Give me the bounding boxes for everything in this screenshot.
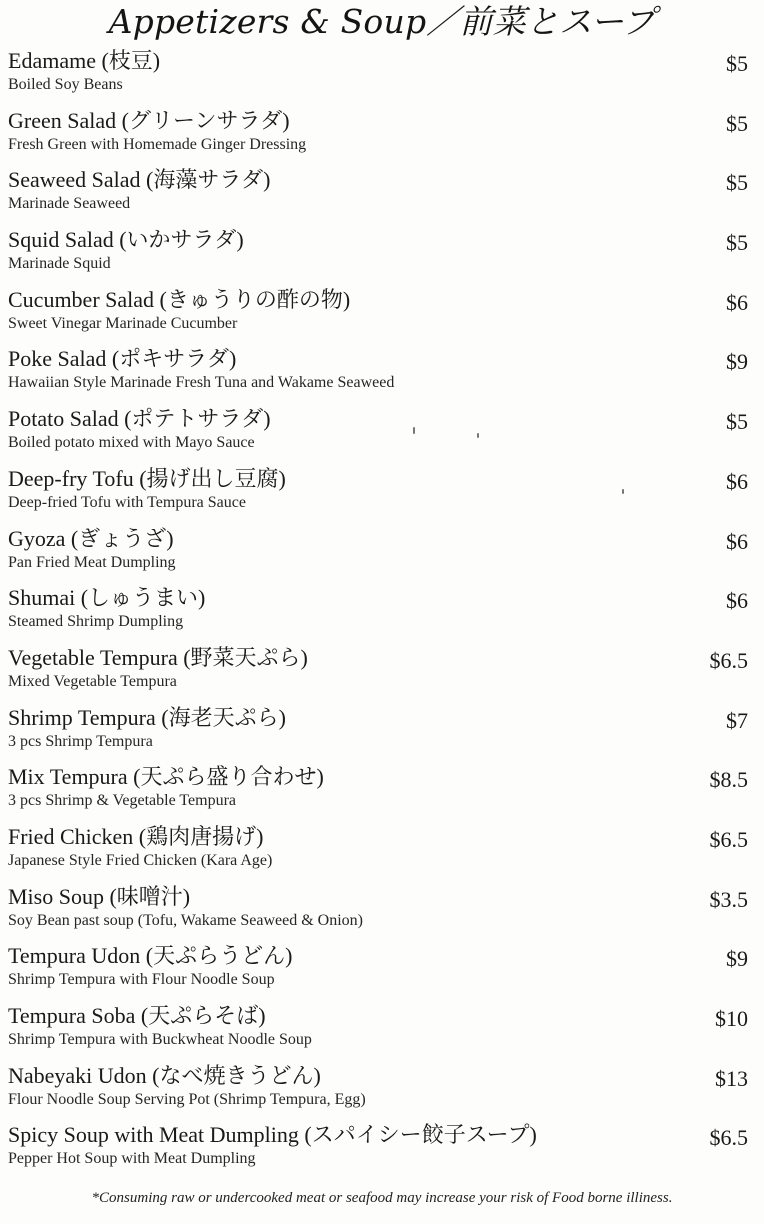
menu-item-list — [8, 47, 748, 1181]
menu-item — [8, 584, 748, 644]
menu-item-name: Green Salad (グリーンサラダ) — [8, 107, 290, 133]
menu-item-price: $10 — [715, 1006, 748, 1031]
menu-item-price: $6.5 — [709, 647, 748, 673]
menu-item-price: $9 — [726, 349, 748, 375]
menu-item-description: 3 pcs Shrimp & Vegetable Tempura — [8, 792, 237, 810]
menu-item-price: $9 — [726, 946, 748, 972]
menu-item-price: $5 — [726, 110, 748, 136]
menu-item-name: Deep-fry Tofu (揚げ出し豆腐) — [8, 465, 286, 491]
menu-item-name: Shumai (しゅうまい) — [8, 585, 206, 611]
menu-item-price: $6 — [726, 588, 748, 614]
menu-item-description: Hawaiian Style Marinade Fresh Tuna and Wakame Seaweed — [8, 374, 395, 392]
menu-item-description: Japanese Style Fried Chicken (Kara Age) — [8, 851, 273, 869]
menu-item-description: Steamed Shrimp Dumpling — [8, 613, 184, 631]
menu-item-name: Seaweed Salad (海藻サラダ) — [8, 167, 271, 193]
menu-item — [8, 1121, 748, 1181]
menu-item-name: Edamame (枝豆) — [8, 48, 161, 73]
menu-item-name: Gyoza (ぎょうざ) — [8, 525, 174, 551]
menu-item — [8, 942, 748, 1002]
menu-item-name: Squid Salad (いかサラダ) — [8, 227, 244, 253]
menu-item-description: Marinade Seaweed — [8, 195, 131, 213]
menu-item — [8, 166, 748, 226]
menu-title: Appetizers & Soup／前菜とスープ — [108, 2, 656, 41]
menu-item-name: Shrimp Tempura (海老天ぷら) — [8, 704, 286, 730]
menu-item-name: Fried Chicken (鶏肉唐揚げ) — [8, 823, 264, 849]
menu-item — [8, 107, 748, 167]
menu-item — [8, 405, 748, 465]
menu-item-price: $6 — [726, 468, 748, 494]
menu-item-description: Boiled potato mixed with Mayo Sauce — [8, 434, 255, 452]
menu-item-description: Flour Noodle Soup Serving Pot (Shrimp Tempura, Egg) — [8, 1090, 366, 1108]
menu-item-description: Sweet Vinegar Marinade Cucumber — [8, 314, 238, 332]
menu-item — [8, 883, 748, 943]
menu-item-price: $5 — [726, 409, 748, 435]
menu-item-price: $8.5 — [709, 767, 748, 793]
menu-item-description: Pepper Hot Soup with Meat Dumpling — [8, 1150, 256, 1168]
menu-item — [8, 525, 748, 585]
menu-item-price: $6.5 — [709, 1125, 748, 1151]
menu-item — [8, 226, 748, 286]
menu-item-description: Fresh Green with Homemade Ginger Dressing — [8, 135, 307, 153]
menu-item-name: Miso Soup (味噌汁) — [8, 883, 191, 909]
menu-item-price: $3.5 — [709, 886, 748, 912]
menu-item — [8, 286, 748, 346]
menu-item — [8, 823, 748, 883]
scan-speck — [622, 489, 624, 494]
menu-item — [8, 1002, 748, 1062]
menu-item-name: Tempura Udon (天ぷらうどん) — [8, 943, 293, 969]
menu-item-description: Marinade Squid — [8, 255, 111, 273]
menu-item-description: Mixed Vegetable Tempura — [8, 672, 177, 690]
menu-item-price: $5 — [726, 51, 748, 76]
menu-item-price: $6 — [726, 528, 748, 554]
menu-item-description: Deep-fried Tofu with Tempura Sauce — [8, 493, 246, 511]
menu-item-description: 3 pcs Shrimp Tempura — [8, 732, 153, 750]
scan-speck — [477, 433, 479, 438]
menu-item-name: Spicy Soup with Meat Dumpling (スパイシー餃子スープ) — [8, 1122, 537, 1148]
menu-item-name: Nabeyaki Udon (なべ焼きうどん) — [8, 1062, 321, 1088]
menu-item-description: Shrimp Tempura with Buckwheat Noodle Soup — [8, 1031, 312, 1048]
menu-item — [8, 763, 748, 823]
menu-item-name: Poke Salad (ポキサラダ) — [8, 346, 237, 372]
menu-item-description: Pan Fried Meat Dumpling — [8, 553, 176, 571]
menu-item-description: Boiled Soy Beans — [8, 76, 123, 93]
menu-item-description: Shrimp Tempura with Flour Noodle Soup — [8, 971, 275, 989]
menu-item-price: $6 — [726, 289, 748, 315]
scan-speck — [413, 427, 415, 434]
menu-item-price: $7 — [726, 707, 748, 733]
menu-item-name: Potato Salad (ポテトサラダ) — [8, 406, 271, 432]
menu-item — [8, 465, 748, 525]
menu-item — [8, 704, 748, 764]
menu-item-description: Soy Bean past soup (Tofu, Wakame Seaweed & Onion) — [8, 911, 363, 929]
menu-item — [8, 644, 748, 704]
menu-item-price: $6.5 — [709, 826, 748, 852]
menu-item-name: Mix Tempura (天ぷら盛り合わせ) — [8, 764, 324, 790]
menu-item-price: $5 — [726, 170, 748, 196]
menu-item — [8, 1062, 748, 1122]
menu-item — [8, 47, 748, 107]
menu-item-price: $5 — [726, 230, 748, 256]
menu-item-name: Vegetable Tempura (野菜天ぷら) — [8, 644, 308, 670]
menu-item-name: Tempura Soba (天ぷらそば) — [8, 1003, 266, 1028]
menu-item-price: $13 — [715, 1065, 748, 1091]
health-warning-footnote: *Consuming raw or undercooked meat or seafood may increase your risk of Food borne illiness. — [91, 1190, 673, 1206]
menu-item — [8, 345, 748, 405]
menu-item-name: Cucumber Salad (きゅうりの酢の物) — [8, 286, 351, 312]
